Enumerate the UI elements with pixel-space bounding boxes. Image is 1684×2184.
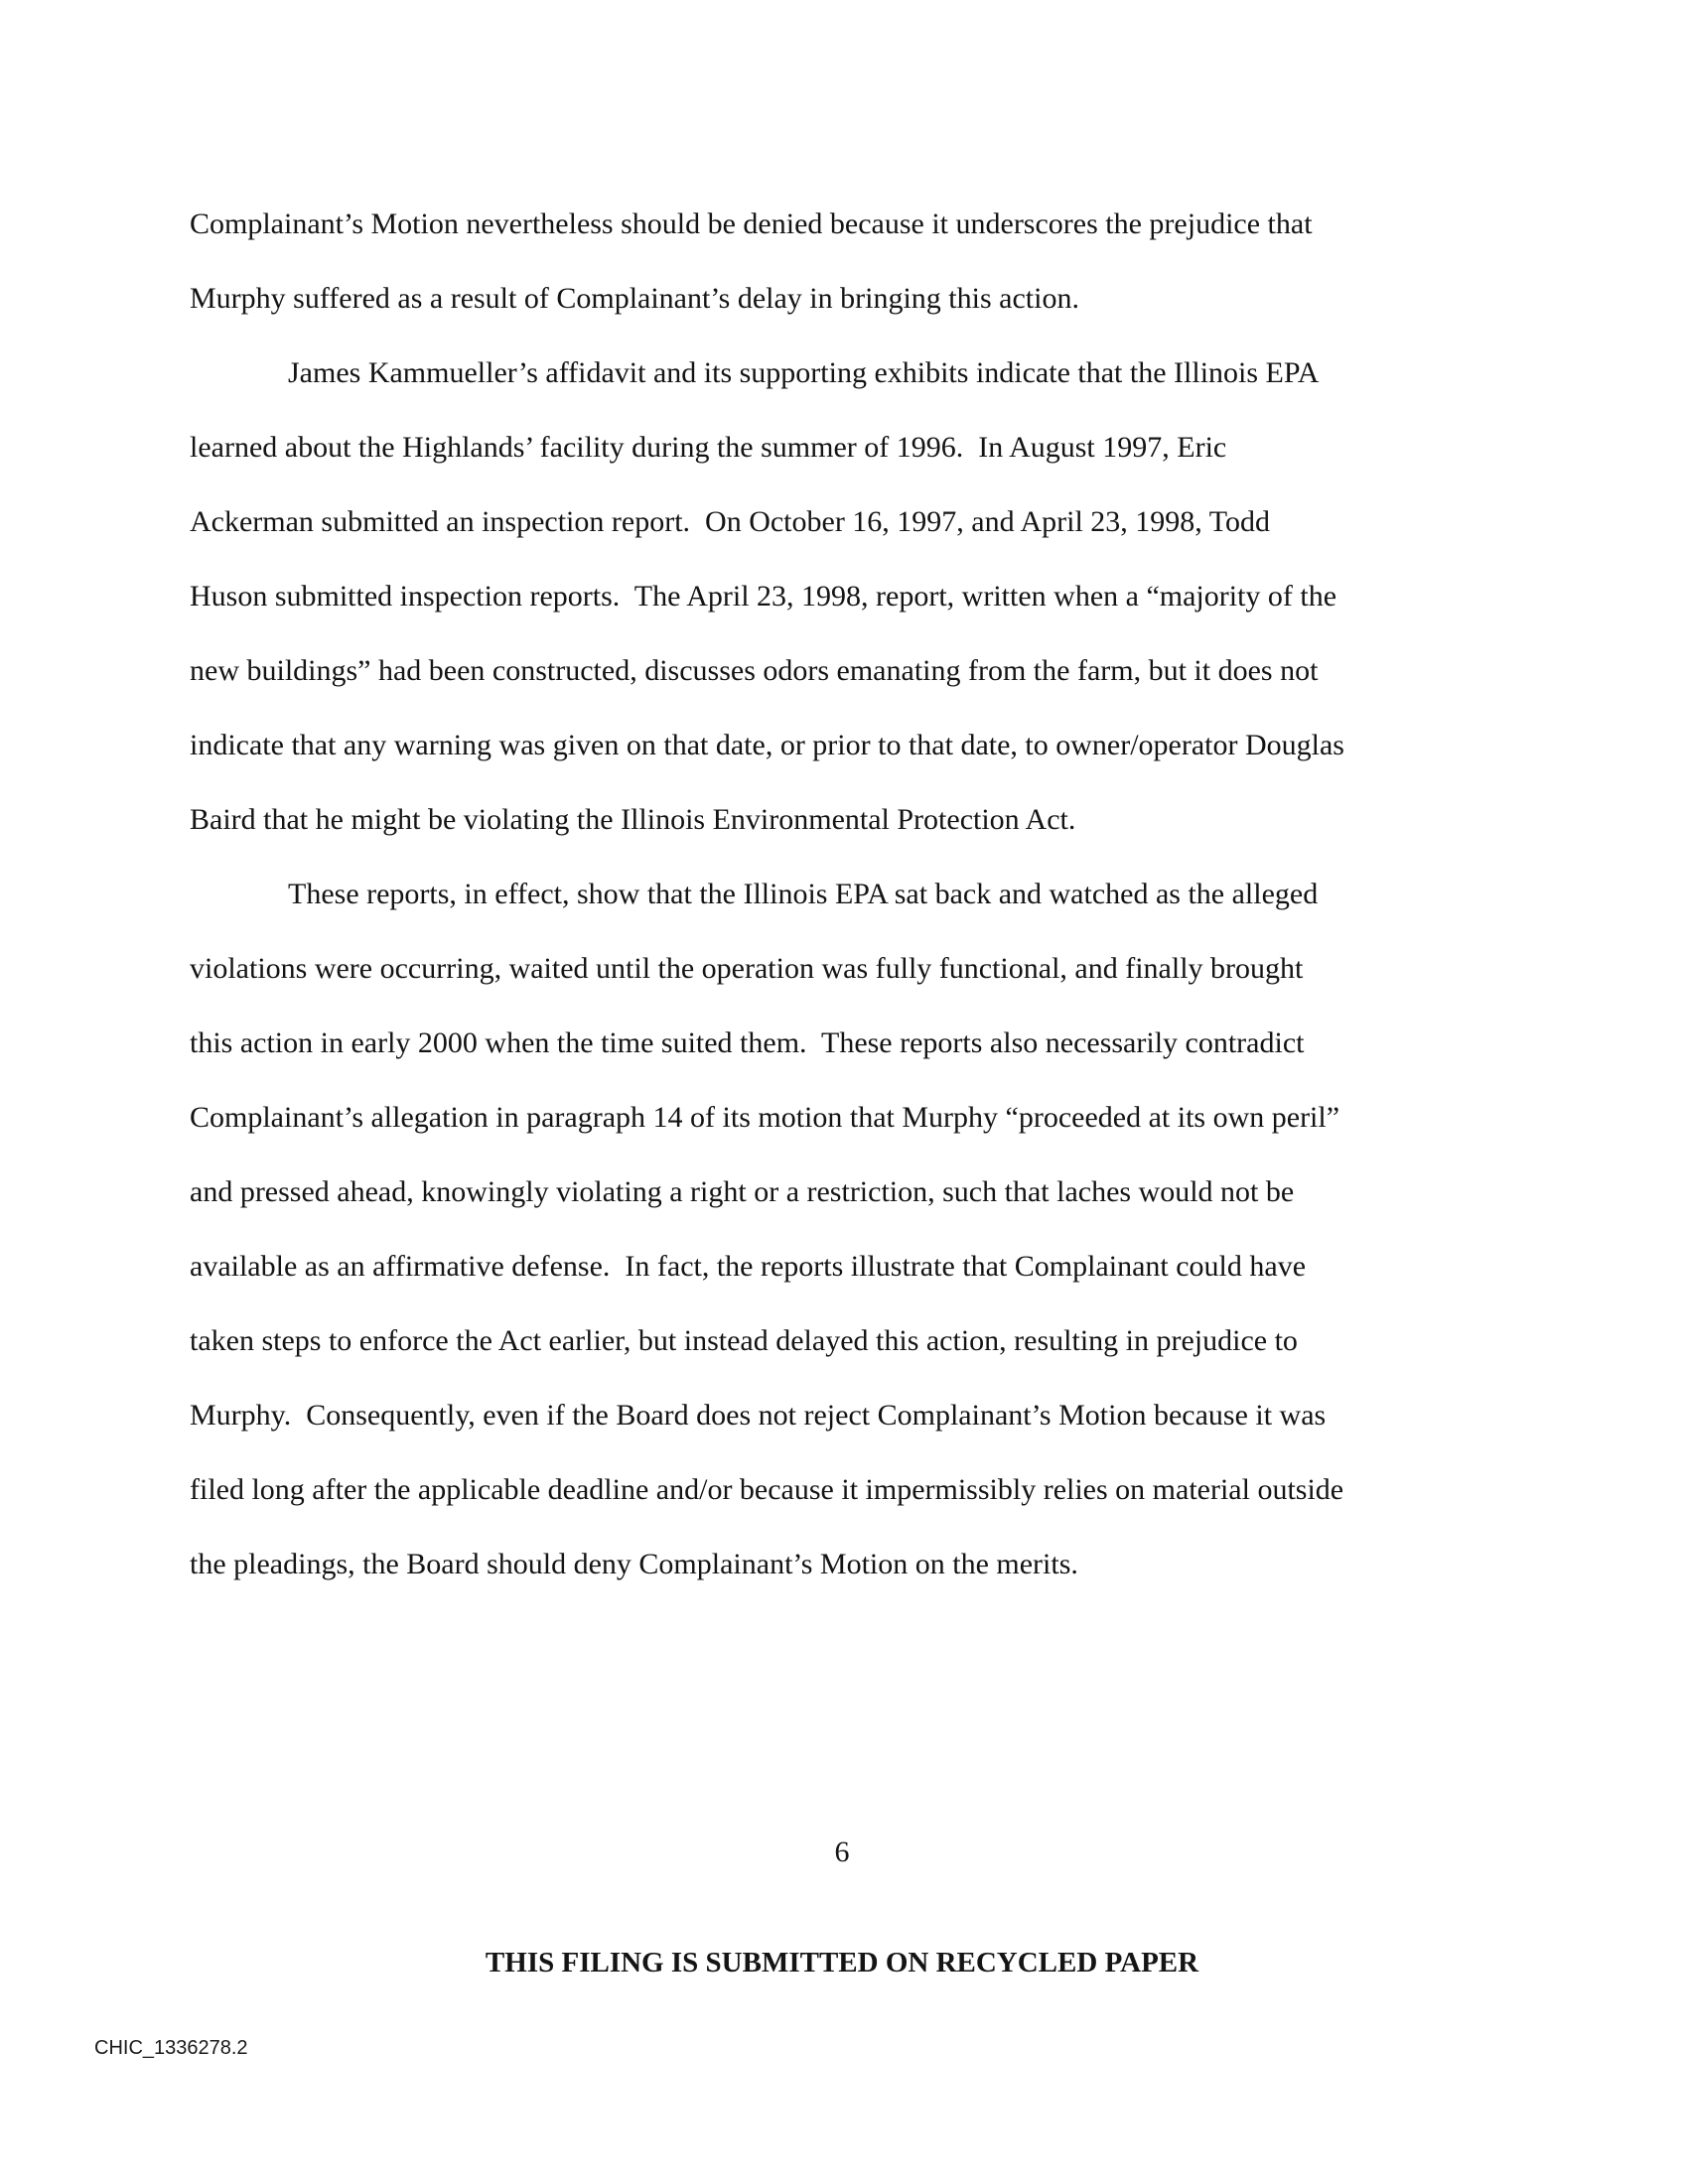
body-line: and pressed ahead, knowingly violating a right or a restriction, such that laches would not be [190, 1175, 1295, 1208]
paragraph-2 [190, 336, 1580, 857]
document-body [190, 187, 1580, 1601]
body-line: Complainant’s Motion nevertheless should be denied because it underscores the prejudice that [190, 207, 1313, 240]
document-id: CHIC_1336278.2 [94, 2037, 248, 2059]
body-line: Murphy suffered as a result of Complainant’s delay in bringing this action. [190, 282, 1079, 315]
page-number: 6 [834, 1836, 850, 1868]
recycled-paper-notice: THIS FILING IS SUBMITTED ON RECYCLED PAPER [485, 1947, 1199, 1979]
body-line: Complainant’s allegation in paragraph 14 of its motion that Murphy “proceeded at its own peril” [190, 1101, 1340, 1134]
paragraph-1 [190, 187, 1580, 336]
paragraph-3 [190, 857, 1580, 1601]
body-line: Huson submitted inspection reports. The April 23, 1998, report, written when a “majority of the [190, 580, 1337, 613]
body-line: Baird that he might be violating the Illinois Environmental Protection Act. [190, 803, 1076, 836]
body-line: violations were occurring, waited until the operation was fully functional, and finally brought [190, 952, 1304, 985]
body-line: new buildings” had been constructed, discusses odors emanating from the farm, but it does not [190, 654, 1319, 687]
body-line: filed long after the applicable deadline and/or because it impermissibly relies on material outside [190, 1473, 1344, 1506]
body-line: indicate that any warning was given on that date, or prior to that date, to owner/operator Douglas [190, 729, 1344, 761]
body-line: Ackerman submitted an inspection report. On October 16, 1997, and April 23, 1998, Todd [190, 505, 1270, 538]
body-line: James Kammueller’s affidavit and its supporting exhibits indicate that the Illinois EPA [288, 356, 1320, 389]
body-line: These reports, in effect, show that the Illinois EPA sat back and watched as the alleged [288, 878, 1319, 910]
body-line: available as an affirmative defense. In fact, the reports illustrate that Complainant could have [190, 1250, 1307, 1283]
body-line: Murphy. Consequently, even if the Board does not reject Complainant’s Motion because it was [190, 1399, 1327, 1432]
body-line: the pleadings, the Board should deny Complainant’s Motion on the merits. [190, 1548, 1078, 1580]
body-line: taken steps to enforce the Act earlier, but instead delayed this action, resulting in prejudice to [190, 1324, 1298, 1357]
body-line: this action in early 2000 when the time suited them. These reports also necessarily contradict [190, 1026, 1305, 1059]
body-line: learned about the Highlands’ facility during the summer of 1996. In August 1997, Eric [190, 431, 1227, 464]
